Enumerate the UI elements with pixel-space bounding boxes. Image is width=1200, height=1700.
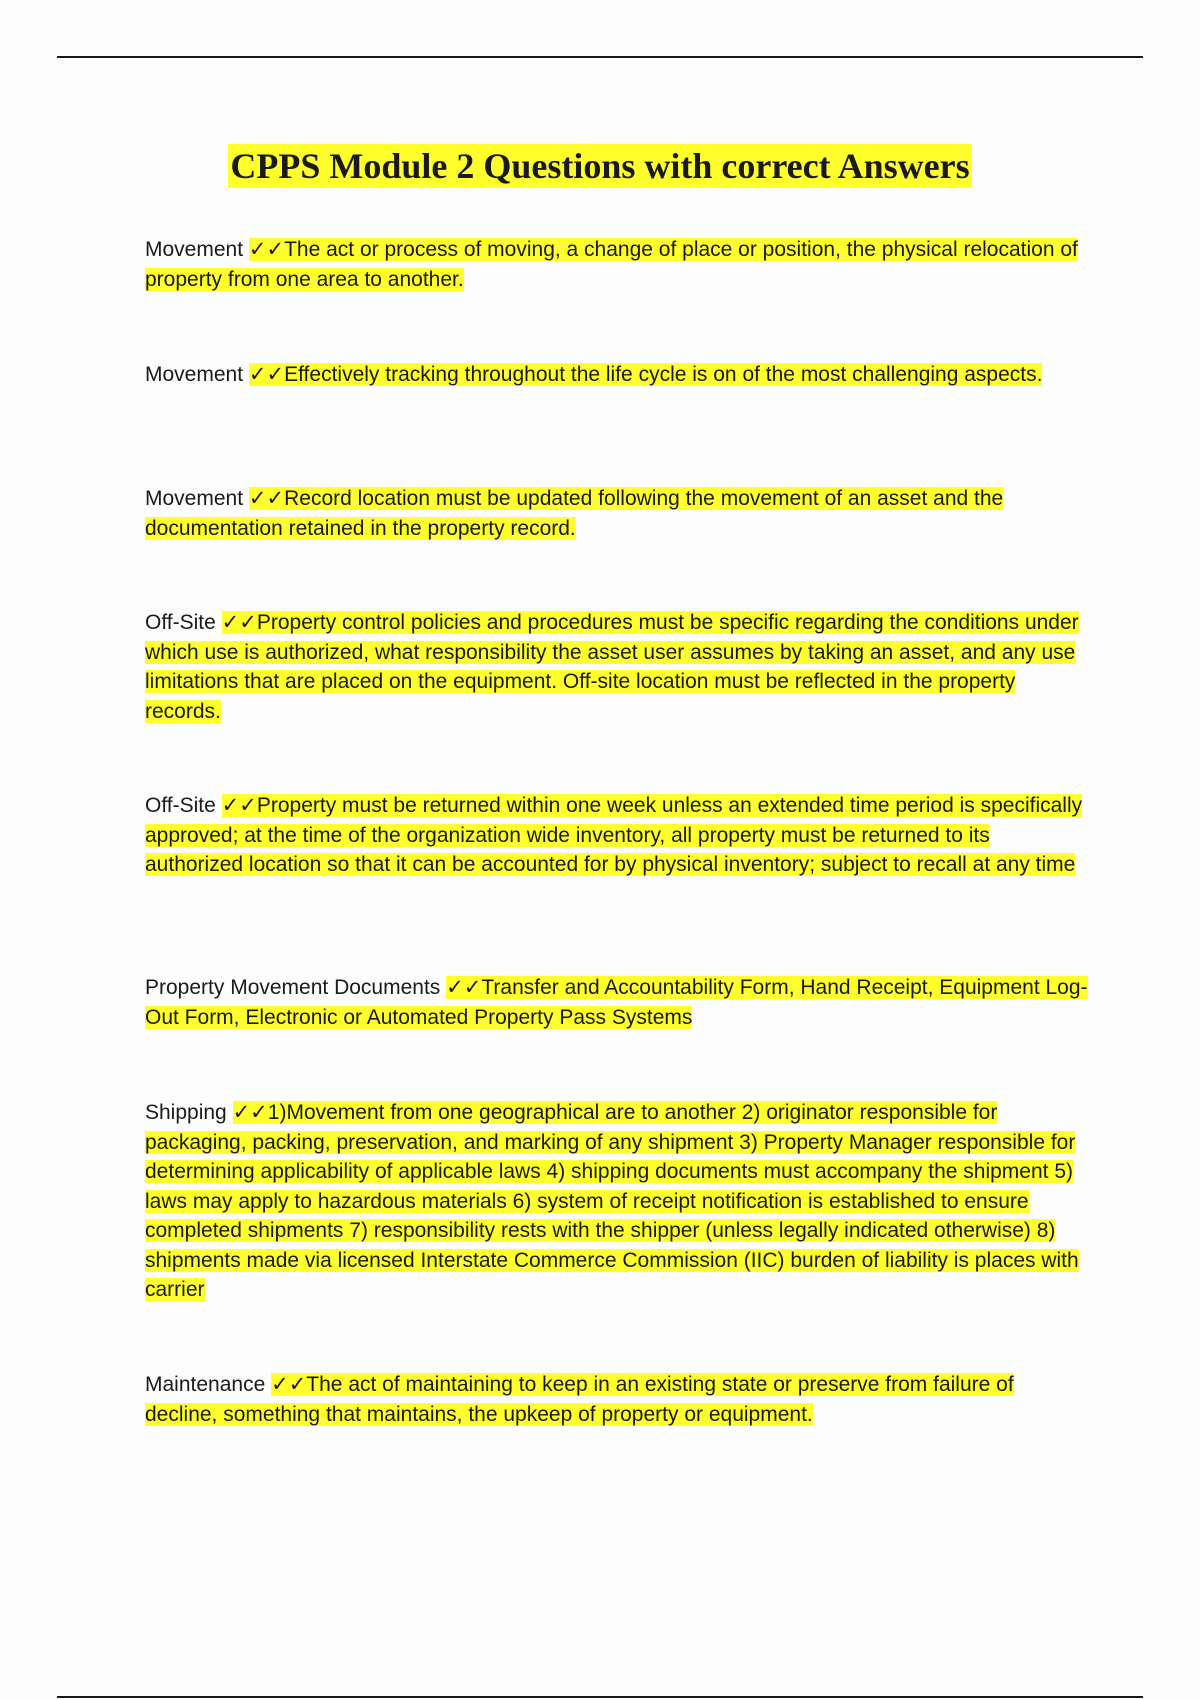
qa-term: Maintenance: [145, 1373, 266, 1396]
top-rule: [57, 56, 1143, 58]
qa-answer: [145, 611, 1079, 723]
qa-answer-text: Transfer and Accountability Form, Hand Receipt, Equipment Log-Out Form, Electronic or Automated Property Pass Systems: [145, 976, 1088, 1029]
qa-term: Shipping: [145, 1101, 227, 1124]
bottom-rule: [57, 1696, 1143, 1698]
qa-answer-text: 1)Movement from one geographical are to another 2) originator responsible for packaging, packing, preservation, and marking of any shipment 3) Property Manager responsible for determining applicability of applicable laws 4) shipping documents must accompany the shipment 5) laws may apply to hazardous materials 6) system of receipt notification is established to ensure completed shipments 7) responsibility rests with the shipper (unless legally indicated otherwise) 8) shipments made via licensed Interstate Commerce Commission (IIC) burden of liability is places with carrier: [145, 1101, 1079, 1301]
qa-item-3: [145, 484, 1090, 543]
qa-term: Movement: [145, 487, 244, 510]
check-mark-icon: ✓✓: [232, 1100, 268, 1124]
qa-term: Off-Site: [145, 611, 216, 634]
qa-answer-text: Property must be returned within one week unless an extended time period is specifically approved; at the time of the organization wide inventory, all property must be returned to its authorized location so that it can be accounted for by physical inventory; subject to recall at any time: [145, 794, 1083, 876]
qa-answer: [145, 238, 1078, 291]
qa-term: Property Movement Documents: [145, 976, 441, 999]
check-mark-icon: ✓✓: [248, 237, 285, 261]
qa-answer: [145, 1101, 1079, 1301]
check-mark-icon: ✓✓: [221, 610, 257, 634]
check-mark-icon: ✓✓: [446, 975, 482, 999]
qa-answer-text: The act or process of moving, a change of place or position, the physical relocation of property from one area to another.: [145, 238, 1078, 291]
check-mark-icon: ✓✓: [248, 362, 285, 386]
qa-item-8: [145, 1370, 1090, 1429]
qa-answer: [249, 363, 1043, 386]
page-title: CPPS Module 2 Questions with correct Answers: [230, 146, 970, 186]
title-container: [0, 144, 1200, 188]
qa-answer-text: Property control policies and procedures must be specific regarding the conditions under which use is authorized, what responsibility the asset user assumes by taking an asset, and any use limitations that are placed on the equipment. Off-site location must be reflected in the property records.: [145, 611, 1079, 723]
qa-term: Off-Site: [145, 794, 216, 817]
qa-answer: [145, 487, 1003, 540]
qa-term: Movement: [145, 238, 244, 261]
qa-answer: [145, 794, 1082, 876]
qa-answer-text: Record location must be updated following the movement of an asset and the documentation retained in the property record.: [145, 487, 1004, 540]
check-mark-icon: ✓✓: [248, 486, 285, 510]
qa-item-2: [145, 360, 1090, 390]
check-mark-icon: ✓✓: [221, 793, 257, 817]
check-mark-icon: ✓✓: [271, 1372, 307, 1396]
qa-item-6: [145, 973, 1090, 1032]
qa-answer-text: Effectively tracking throughout the life cycle is on of the most challenging aspects.: [284, 363, 1043, 386]
qa-item-4: [145, 608, 1090, 726]
qa-answer: [145, 1373, 1014, 1426]
qa-item-5: [145, 791, 1090, 880]
qa-answer-text: The act of maintaining to keep in an existing state or preserve from failure of decline, something that maintains, the upkeep of property or equipment.: [145, 1373, 1014, 1426]
qa-term: Movement: [145, 363, 244, 386]
qa-item-1: [145, 235, 1090, 294]
qa-item-7: [145, 1098, 1090, 1305]
